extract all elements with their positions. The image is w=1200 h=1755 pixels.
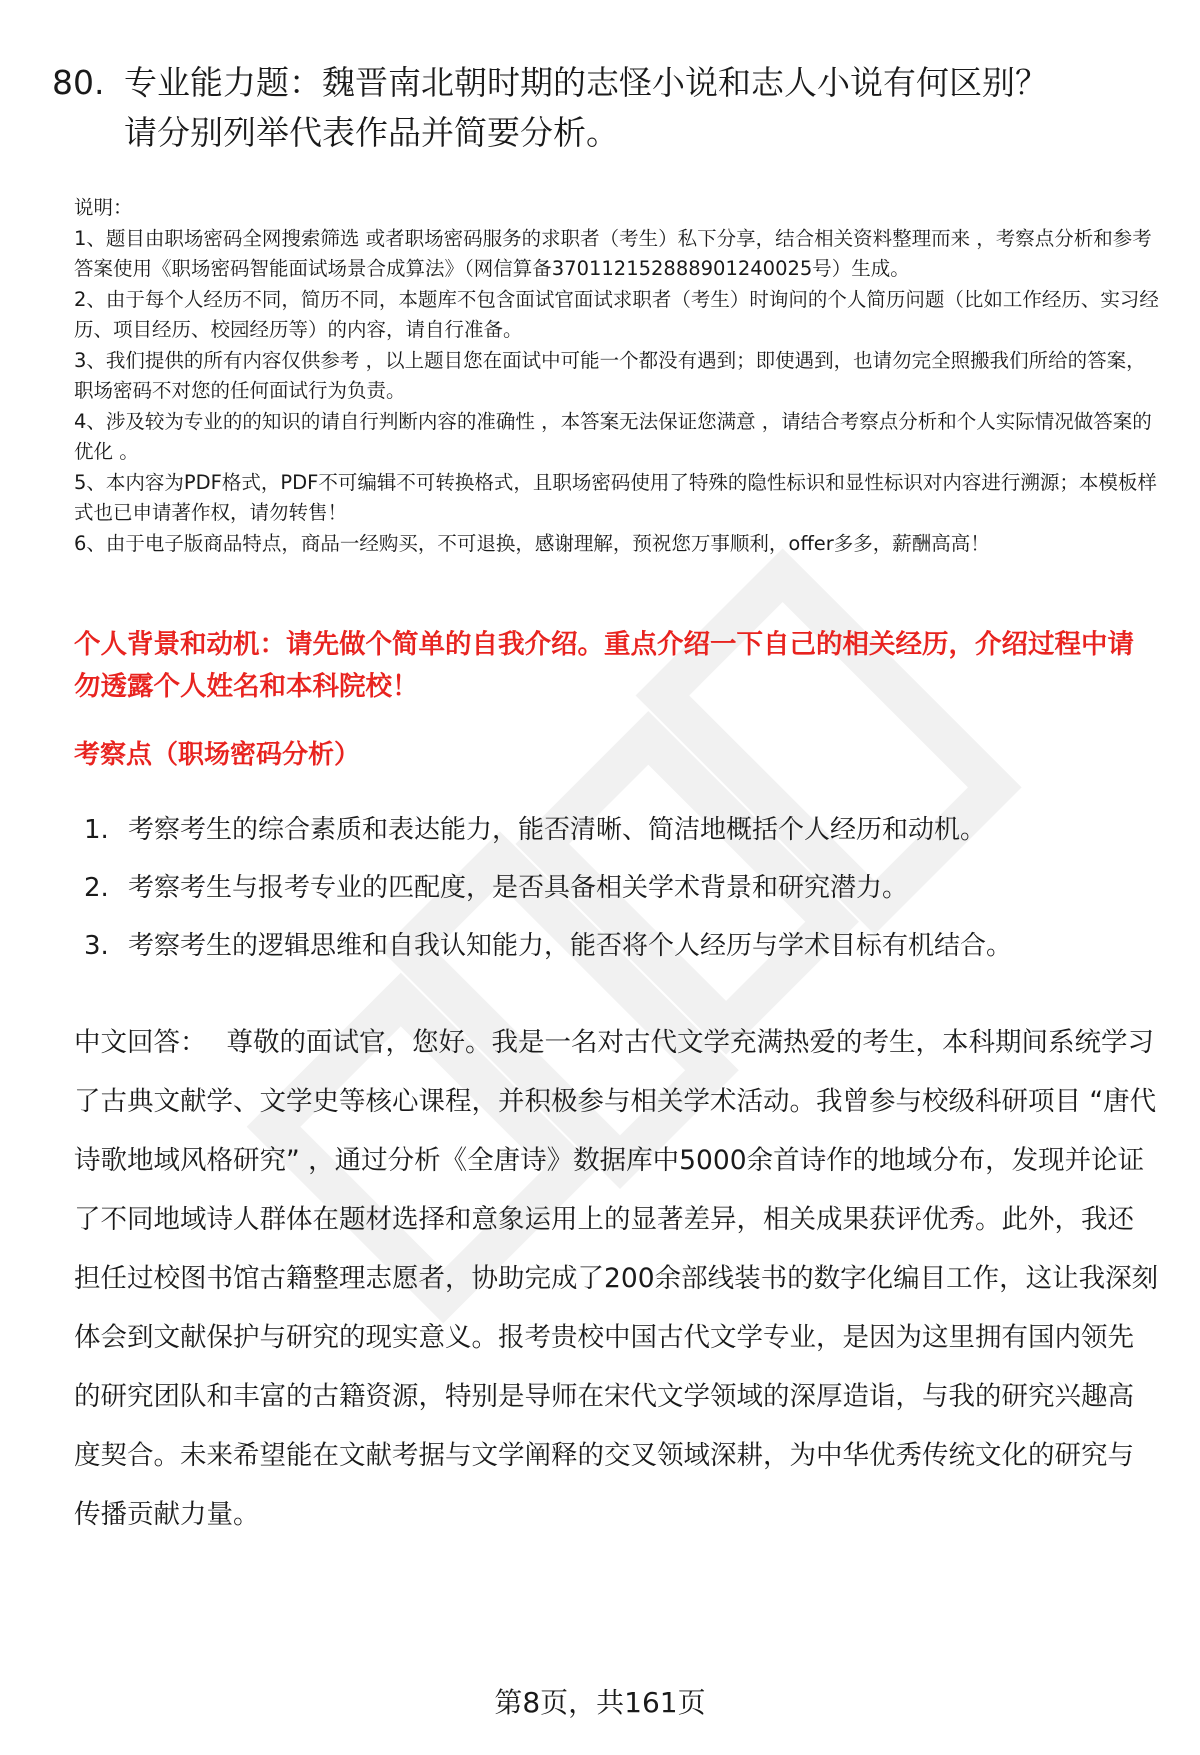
answer-text: 尊敬的面试官，您好。我是一名对古代文学充满热爱的考生，本科期间系统学习了古典文献学、文学史等核心课程，并积极参与相关学术活动。我曾参与校级科研项目 “唐代诗歌地域风格研究” ，通过分析《全唐诗》数据库中5000余首诗作的地域分布，发现并论证了不同地域诗人群体在题材选择和意象运用上的显著差异，相关成果获评优秀。此外，我还担任过校图书馆古籍整理志愿者，协助完成了200余部线装书的数字化编目工作，这让我深刻体会到文献保护与研究的现实意义。报考贵校中国古代文学专业，是因为这里拥有国内领先的研究团队和丰富的古籍资源，特别是导师在宋代文学领域的深厚造诣，与我的研究兴趣高度契合。未来希望能在文献考据与文学阐释的交叉领域深耕，为中华优秀传统文化的研究与传播贡献力量。 [74, 1027, 1159, 1530]
notes-section [74, 193, 1159, 559]
point-text: 考察考生的逻辑思维和自我认知能力，能否将个人经历与学术目标有机结合。 [128, 931, 1013, 961]
note-item: 4、涉及较为专业的的知识的请自行判断内容的准确性 ，本答案无法保证您满意 ，请结合考察点分析和个人实际情况做答案的优化 。 [74, 409, 1152, 463]
analysis-point [84, 926, 1164, 984]
analysis-points [84, 810, 1164, 984]
point-number: 2. [84, 873, 109, 903]
note-item: 1、题目由职场密码全网搜索筛选 或者职场密码服务的求职者（考生）私下分享，结合相关资料整理而来 ，考察点分析和参考答案使用《职场密码智能面试场景合成算法》（网信算备370112152888901240025号）生成。 [74, 226, 1152, 280]
point-text: 考察考生的综合素质和表达能力，能否清晰、简洁地概括个人经历和动机。 [128, 815, 987, 845]
question-number: 80. [52, 63, 105, 102]
page-footer: 第8页，共161页 [494, 1686, 706, 1719]
analysis-point [84, 868, 1164, 926]
note-item: 6、由于电子版商品特点，商品一经购买，不可退换，感谢理解，预祝您万事顺利，offer多多，薪酬高高！ [74, 531, 990, 555]
interview-prompt: 个人背景和动机：请先做个简单的自我介绍。重点介绍一下自己的相关经历，介绍过程中请勿透露个人姓名和本科院校！ [74, 629, 1134, 702]
question-line-1: 专业能力题：魏晋南北朝时期的志怪小说和志人小说有何区别？ [124, 63, 1048, 102]
point-text: 考察考生与报考专业的匹配度，是否具备相关学术背景和研究潜力。 [128, 873, 909, 903]
answer-label: 中文回答： [74, 1027, 207, 1058]
note-item: 3、我们提供的所有内容仅供参考 ，以上题目您在面试中可能一个都没有遇到；即使遇到，也请勿完全照搬我们所给的答案，职场密码不对您的任何面试行为负责。 [74, 348, 1146, 402]
notes-heading: 说明： [74, 196, 133, 219]
analysis-title: 考察点（职场密码分析） [74, 740, 361, 770]
point-number: 1. [84, 815, 109, 845]
point-number: 3. [84, 931, 109, 961]
question-text [124, 58, 1152, 158]
analysis-point [84, 810, 1164, 868]
note-item: 2、由于每个人经历不同，简历不同，本题库不包含面试官面试求职者（考生）时询问的个人简历问题（比如工作经历、实习经历、项目经历、校园经历等）的内容，请自行准备。 [74, 287, 1159, 341]
question-line-2: 请分别列举代表作品并简要分析。 [124, 113, 619, 152]
note-item: 5、本内容为PDF格式，PDF不可编辑不可转换格式，且职场密码使用了特殊的隐性标识和显性标识对内容进行溯源；本模板样式也已申请著作权，请勿转售！ [74, 470, 1157, 524]
answer-paragraph [74, 1013, 1159, 1544]
question-heading [52, 58, 1152, 158]
